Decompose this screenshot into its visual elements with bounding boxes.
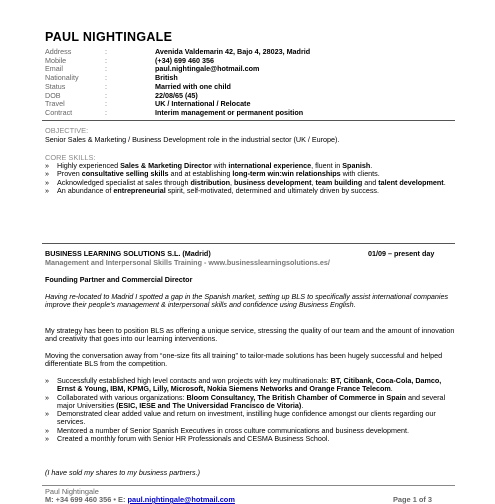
skill-item-text: Sales & Marketing Director xyxy=(120,161,212,170)
contact-details xyxy=(45,48,465,118)
contact-label: Travel xyxy=(45,99,65,109)
page-number: Page 1 of 3 xyxy=(393,495,433,504)
skill-item-text: international experience xyxy=(228,161,312,170)
footer-email-link[interactable]: paul.nightingale@hotmail.com xyxy=(127,495,235,504)
skill-item-text: Acknowledged specialist at sales through xyxy=(57,177,191,187)
achievement-item-text: and several major Universities xyxy=(57,392,446,410)
skills-list xyxy=(45,162,455,195)
contact-value: Interim management or permanent position xyxy=(155,107,304,117)
divider xyxy=(42,120,455,121)
contact-value: Avenida Valdemarin 42, Bajo 4, 28023, Madrid xyxy=(155,47,311,56)
footer-contact xyxy=(45,495,235,504)
achievement-item xyxy=(45,435,455,443)
skill-item-text: entrepreneurial xyxy=(113,185,166,195)
contact-row xyxy=(45,74,465,83)
skill-item-text: consultative selling skills xyxy=(81,169,169,179)
skill-item-text: , xyxy=(311,177,316,187)
skill-item-text: team building xyxy=(315,177,363,187)
company-name: BUSINESS LEARNING SOLUTIONS S.L. (Madrid) xyxy=(45,249,211,258)
contact-row xyxy=(45,48,465,57)
achievement-item-text: BT, Citibank, Coca-Cola, Damco, Ernst & Young, IBM, KPMG, Lilly, Microsoft, Nokia Siemens Networks and Orange France Telecom xyxy=(57,376,442,394)
job-paragraph-2: My strategy has been to position BLS as offering a unique service, stressing the quality of our team and the amount of innovation and creativity that goes into our learning interventions. xyxy=(45,326,455,344)
contact-row xyxy=(45,65,465,74)
job-role: Founding Partner and Commercial Director xyxy=(45,275,193,284)
skill-item-text: Spanish xyxy=(342,161,371,170)
skill-item-text: . xyxy=(443,177,446,187)
objective-heading: OBJECTIVE: xyxy=(45,126,89,135)
skill-item-text: distribution xyxy=(190,177,230,187)
skill-item xyxy=(45,187,455,195)
contact-separator: : xyxy=(105,64,107,74)
contact-label: Address xyxy=(45,47,72,56)
job-paragraph-1: Having re-located to Madrid I spotted a gap in the Spanish market, setting up BLS to specifically assist international companies improve their people's management & interpersonal skills and confidence using Business English. xyxy=(45,292,449,310)
skill-item-text: . xyxy=(370,161,373,170)
achievement-item-text: Created a monthly forum with Senior HR Professionals and CESMA Business School. xyxy=(57,434,330,444)
skill-item-text: and at establishing xyxy=(168,169,233,179)
job-closing: (I have sold my shares to my business partners.) xyxy=(45,468,200,477)
contact-value: Married with one child xyxy=(155,81,231,91)
achievement-item-text: (ESIC, IESE and The Universidad Francisco de Vitoria) xyxy=(116,400,302,410)
contact-value: paul.nightingale@hotmail.com xyxy=(155,64,260,74)
footer-contact-line: M: +34 699 460 356 • E: xyxy=(45,495,128,504)
skill-item-text: and xyxy=(362,177,379,187)
achievement-item-text: Demonstrated clear added value and return on investment, instilling huge confidence amongst our clients regarding our services. xyxy=(57,409,436,427)
cv-name: PAUL NIGHTINGALE xyxy=(45,30,173,44)
contact-row xyxy=(45,109,465,118)
achievement-item xyxy=(45,394,455,411)
job-dates: 01/09 – present day xyxy=(368,249,435,258)
achievement-item-text: Mentored a number of Senior Spanish Executives in cross culture communications and business development. xyxy=(57,425,409,435)
skill-item-text: Proven xyxy=(57,169,82,179)
contact-row xyxy=(45,83,465,92)
skill-item-text: , fluent in xyxy=(311,161,343,170)
job-subtitle: Management and Interpersonal Skills Training - www.businesslearningsolutions.es/ xyxy=(45,258,330,267)
contact-separator: : xyxy=(105,107,107,117)
contact-row xyxy=(45,92,465,101)
contact-separator: : xyxy=(105,47,107,56)
achievement-item-text: Bloom Consultancy, The British Chamber of Commerce in Spain xyxy=(186,392,406,402)
skill-item-text: talent development xyxy=(378,177,444,187)
skill-item-text: , xyxy=(229,177,234,187)
achievement-item-text: Collaborated with various organizations: xyxy=(57,392,187,402)
footer-name: Paul Nightingale xyxy=(45,487,99,496)
contact-separator: : xyxy=(105,90,107,100)
achievement-item-text: . xyxy=(301,400,304,410)
contact-separator: : xyxy=(105,73,107,83)
achievement-item-text: . xyxy=(390,384,393,394)
job-achievements xyxy=(45,377,455,443)
skill-item-text: Highly experienced xyxy=(57,161,121,170)
skill-item-text: spirit, self-motivated, determined and ultimately driven by success. xyxy=(165,185,380,195)
contact-label: Contract xyxy=(45,107,73,117)
contact-label: Status xyxy=(45,81,66,91)
skill-item-text: business development xyxy=(233,177,312,187)
contact-separator: : xyxy=(105,99,107,109)
objective-text: Senior Sales & Marketing / Business Development role in the industrial sector (UK / Europe). xyxy=(45,135,340,144)
contact-value: 22/08/65 (45) xyxy=(155,90,198,100)
divider xyxy=(42,243,455,244)
skill-item-text: An abundance of xyxy=(57,185,114,195)
contact-value: UK / International / Relocate xyxy=(155,99,251,109)
contact-label: Email xyxy=(45,64,63,74)
skills-heading: CORE SKILLS: xyxy=(45,153,96,162)
achievement-item xyxy=(45,410,455,427)
footer-divider xyxy=(42,485,455,486)
job-paragraph-3: Moving the conversation away from “one-size fits all training” to tailor-made solutions has been hugely successful and helped differentiate BLS from the competition. xyxy=(45,351,443,369)
contact-value: (+34) 699 460 356 xyxy=(155,55,214,65)
skill-item-text: with clients. xyxy=(340,169,380,179)
contact-separator: : xyxy=(105,55,107,65)
achievement-item-text: Successfully established high level contacts and won projects with key multinationals: xyxy=(57,376,331,385)
achievement-item xyxy=(45,377,455,394)
contact-label: Nationality xyxy=(45,73,79,83)
contact-separator: : xyxy=(105,81,107,91)
contact-value: British xyxy=(155,73,178,83)
contact-label: DOB xyxy=(45,90,61,100)
contact-label: Mobile xyxy=(45,55,67,65)
skill-item-text: long-term win:win relationships xyxy=(232,169,341,179)
skill-item-text: with xyxy=(211,161,229,170)
